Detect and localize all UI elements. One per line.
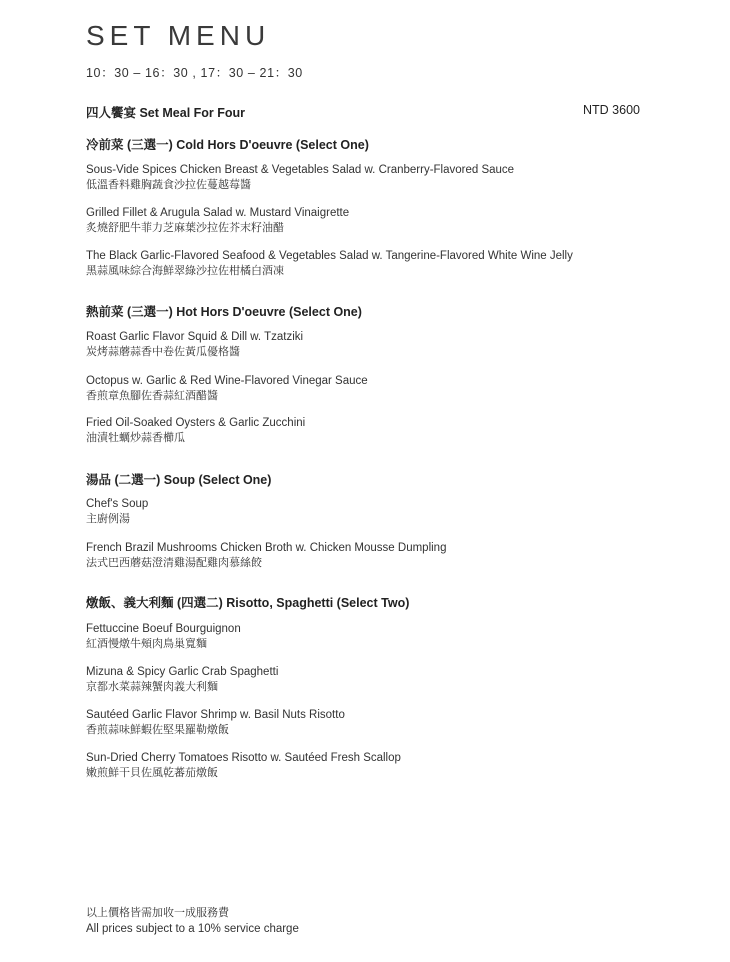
menu-item (86, 163, 686, 193)
menu-item (86, 708, 686, 738)
menu-item (86, 416, 686, 446)
section-title-cold: 冷前菜 (三選一) Cold Hors D'oeuvre (Select One) (86, 138, 369, 152)
menu-item (86, 249, 686, 279)
service-charge-note (86, 905, 299, 937)
menu-item (86, 497, 686, 527)
item-name-en: Roast Garlic Flavor Squid & Dill w. Tzatziki (86, 331, 304, 343)
item-name-zh: 油漬牡蠣炒蒜香櫛瓜 (86, 432, 185, 444)
item-name-zh: 主廚例湯 (86, 513, 130, 525)
item-name-en: Fettuccine Boeuf Bourguignon (86, 623, 241, 635)
item-name-en: Mizuna & Spicy Garlic Crab Spaghetti (86, 666, 279, 678)
item-name-en: Grilled Fillet & Arugula Salad w. Mustard Vinaigrette (86, 207, 350, 219)
menu-item (86, 751, 686, 781)
item-name-zh: 炭烤蒜蘑蒜香中卷佐黃瓜優格醬 (86, 346, 240, 358)
item-name-zh: 黑蒜風味綜合海鮮翠綠沙拉佐柑橘白酒凍 (86, 265, 284, 277)
item-name-zh: 低溫香料雞胸蔬食沙拉佐蔓越莓醬 (86, 179, 251, 191)
item-name-en: Fried Oil-Soaked Oysters & Garlic Zucchini (86, 417, 306, 429)
set-meal-header (86, 103, 640, 121)
item-name-en: Sous-Vide Spices Chicken Breast & Vegetables Salad w. Cranberry-Flavored Sauce (86, 164, 515, 176)
item-name-en: Chef's Soup (86, 498, 149, 510)
menu-item (86, 330, 686, 360)
item-name-en: Octopus w. Garlic & Red Wine-Flavored Vinegar Sauce (86, 375, 368, 387)
item-name-zh: 嫩煎鮮干貝佐風乾蕃茄燉飯 (86, 767, 218, 779)
item-name-zh: 香煎章魚腳佐香蒜紅酒醋醬 (86, 390, 218, 402)
menu-title: SET MENU (86, 20, 271, 51)
section-title-risotto-spaghetti: 燉飯、義大利麵 (四選二) Risotto, Spaghetti (Select Two) (86, 596, 410, 610)
item-name-zh: 京都水菜蒜辣蟹肉義大利麵 (86, 681, 218, 693)
footer-note-zh: 以上價格皆需加收一成服務費 (86, 907, 229, 919)
item-name-en: Sun-Dried Cherry Tomatoes Risotto w. Sautéed Fresh Scallop (86, 752, 401, 764)
opening-hours: 10：30 – 16：30 , 17：30 – 21：30 (86, 66, 303, 80)
menu-item (86, 374, 686, 404)
section-title-hot: 熱前菜 (三選一) Hot Hors D'oeuvre (Select One) (86, 305, 362, 319)
set-meal-price: NTD 3600 (583, 103, 640, 117)
item-name-zh: 香煎蒜味鮮蝦佐堅果羅勒燉飯 (86, 724, 229, 736)
item-name-zh: 炙燒舒肥牛菲力芝麻葉沙拉佐芥末籽油醋 (86, 222, 284, 234)
item-name-zh: 法式巴西蘑菇澄清雞湯配雞肉慕絲餃 (86, 557, 262, 569)
menu-item (86, 206, 686, 236)
item-name-en: French Brazil Mushrooms Chicken Broth w. Chicken Mousse Dumpling (86, 542, 447, 554)
item-name-zh: 紅酒慢燉牛頰肉鳥巢寬麵 (86, 638, 207, 650)
menu-item (86, 665, 686, 695)
item-name-en: Sautéed Garlic Flavor Shrimp w. Basil Nuts Risotto (86, 709, 345, 721)
menu-item (86, 622, 686, 652)
section-title-soup: 湯品 (二選一) Soup (Select One) (86, 473, 272, 487)
menu-item (86, 541, 686, 571)
set-meal-name: 四人饗宴 Set Meal For Four (86, 106, 246, 120)
footer-note-en: All prices subject to a 10% service charge (86, 923, 299, 935)
item-name-en: The Black Garlic-Flavored Seafood & Vegetables Salad w. Tangerine-Flavored White Wine Jelly (86, 250, 573, 262)
